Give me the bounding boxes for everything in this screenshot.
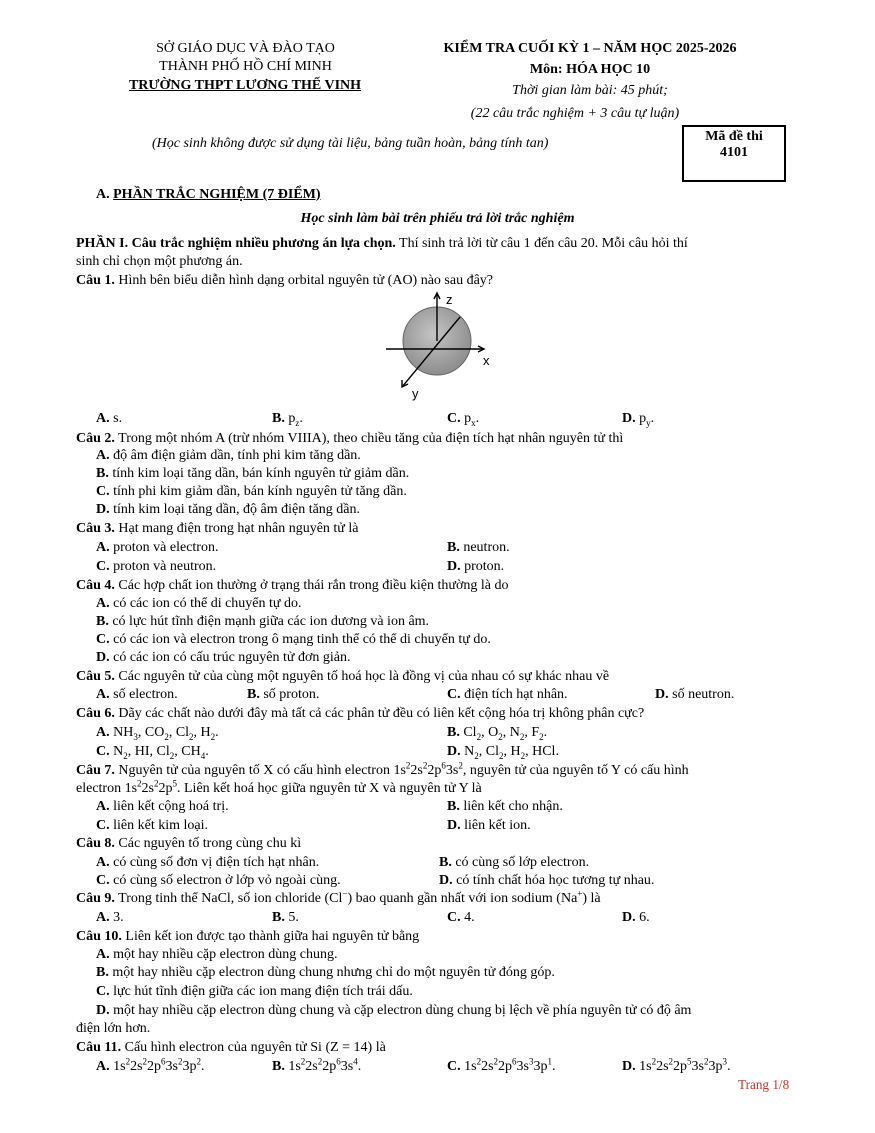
subscript: x (471, 417, 476, 428)
option-label: C. (96, 818, 110, 833)
exam-code-label: Mã đề thi (705, 129, 763, 144)
section-a-title: PHẦN TRẮC NGHIỆM (7 ĐIỂM) (113, 187, 321, 202)
department-line-1: SỞ GIÁO DỤC VÀ ĐÀO TẠO (156, 41, 335, 56)
question-3 (76, 521, 359, 537)
option-label: B. (272, 910, 285, 925)
q10-option-a (96, 947, 337, 963)
question-5 (76, 669, 609, 685)
q7-option-a (96, 799, 229, 815)
option-label: B. (447, 799, 460, 814)
q3-option-d (447, 559, 504, 575)
question-text-mid: ) bao quanh gần nhất với ion sodium (Na (347, 891, 578, 906)
exam-title: KIỂM TRA CUỐI KỲ 1 – NĂM HỌC 2025-2026 (443, 41, 737, 56)
option-text: tính phi kim giảm dần, bán kính nguyên tử tăng dần. (113, 484, 407, 499)
option-label: D. (439, 873, 453, 888)
q8-option-d (439, 873, 654, 889)
option-text: có tính chất hóa học tương tự nhau. (456, 873, 655, 888)
exam-subject: Môn: HÓA HỌC 10 (529, 62, 651, 77)
option-text: có lực hút tĩnh điện mạnh giữa các ion dương và ion âm. (112, 614, 430, 629)
q10-option-d (96, 1003, 691, 1019)
option-label: B. (447, 725, 460, 740)
question-9: Câu 9. Trong tinh thể NaCl, số ion chloride (Cl−) bao quanh gần nhất với ion sodium (Na+) là (76, 888, 601, 906)
question-text: Liên kết ion được tạo thành giữa hai nguyên tử bằng (121, 929, 420, 944)
option-label: D. (96, 502, 110, 517)
option-label: D. (655, 687, 669, 702)
exam-code-box (682, 125, 786, 182)
q11-option-b: B. $1s^22s^22p^63s^4$. (272, 1056, 362, 1074)
option-text: tính kim loại tăng dần, độ âm điện tăng dần. (113, 502, 361, 517)
question-label: Câu 11. (76, 1040, 122, 1055)
question-text: Các nguyên tố trong cùng chu kì (114, 836, 302, 851)
option-label: D. (96, 650, 110, 665)
option-text: p (288, 411, 296, 426)
question-text: Trong tinh thể NaCl, số ion chloride (Cl (114, 891, 343, 906)
option-text: 3. (113, 910, 124, 925)
question-label: Câu 2. (76, 431, 115, 446)
q4-option-d (96, 650, 350, 666)
section-a-instruction: Học sinh làm bài trên phiếu trả lời trắc nghiệm (300, 211, 575, 226)
q9-option-d (622, 910, 650, 926)
y-axis-label: y (412, 386, 419, 401)
question-label: Câu 3. (76, 521, 115, 536)
orbital-figure (380, 290, 505, 402)
question-text: Cấu hình electron của nguyên tử Si (Z = 14) là (121, 1040, 386, 1055)
option-label: C. (447, 687, 461, 702)
option-label: B. (96, 614, 109, 629)
option-label: B. (447, 540, 460, 555)
q8-option-c (96, 873, 341, 889)
q10-option-d-cont: điện lớn hơn. (76, 1021, 151, 1036)
question-7: Câu 7. Nguyên tử của nguyên tố X có cấu hình electron $1s^22s^22p^63s^2$, nguyên tử của nguyên tố Y có cấu hình (76, 760, 689, 778)
q3-option-a (96, 540, 218, 556)
question-10 (76, 929, 419, 945)
subscript: y (646, 417, 651, 428)
option-text: liên kết kim loại. (113, 818, 208, 833)
question-6 (76, 706, 644, 722)
option-label: A. (96, 448, 110, 463)
option-text: liên kết cho nhận. (463, 799, 563, 814)
q9-option-c (447, 910, 475, 926)
q4-option-c (96, 632, 491, 648)
option-label: C. (96, 984, 110, 999)
option-text: số neutron. (672, 687, 735, 702)
exam-composition: (22 câu trắc nghiệm + 3 câu tự luận) (470, 106, 680, 121)
question-text: Các nguyên tử của cùng một nguyên tố hoá học là đồng vị của nhau có sự khác nhau về (114, 669, 610, 684)
question-text: Hình bên biểu diễn hình dạng orbital nguyên tử (AO) nào sau đây? (114, 273, 494, 288)
option-label: C. (447, 1059, 461, 1074)
option-label: D. (622, 910, 636, 925)
question-label: Câu 10. (76, 929, 122, 944)
option-text: proton và electron. (113, 540, 219, 555)
q6-option-a: A. $NH_3$, $CO_2$, $Cl_2$, $H_2$. (96, 725, 219, 742)
option-text: 6. (639, 910, 650, 925)
question-text: Các hợp chất ion thường ở trạng thái rắn trong điều kiện thường là do (114, 578, 509, 593)
part1-title: PHẦN I. Câu trắc nghiệm nhiều phương án lựa chọn. (76, 236, 396, 251)
option-label: C. (96, 559, 110, 574)
option-text: điện tích hạt nhân. (464, 687, 568, 702)
option-text: proton và neutron. (113, 559, 217, 574)
option-label: C. (96, 632, 110, 647)
option-text: p (464, 411, 472, 426)
option-label: C. (447, 910, 461, 925)
question-label: Câu 1. (76, 273, 115, 288)
q1-option-b: B. $p_z$. (272, 411, 303, 428)
question-1 (76, 273, 493, 289)
z-axis-label: z (446, 292, 453, 307)
option-text: 4. (464, 910, 475, 925)
x-axis-label: x (483, 353, 490, 368)
question-label: Câu 9. (76, 891, 115, 906)
exam-notice: (Học sinh không được sử dụng tài liệu, bảng tuần hoàn, bảng tính tan) (152, 136, 549, 151)
question-label: Câu 6. (76, 706, 115, 721)
option-label: A. (96, 947, 110, 962)
question-label: Câu 7. (76, 763, 115, 778)
option-label: D. (622, 411, 636, 426)
option-text: một hay nhiều cặp electron dùng chung. (113, 947, 338, 962)
q2-option-b (96, 466, 409, 482)
q5-option-c (447, 687, 568, 703)
option-text: có các ion và electron trong ô mạng tinh thể có thể di chuyển tự do. (113, 632, 491, 647)
option-label: D. (447, 744, 461, 759)
q6-option-c: C. $N_2$, HI, $Cl_2$, $CH_4$. (96, 744, 209, 761)
question-4 (76, 578, 508, 594)
q4-option-b (96, 614, 429, 630)
q9-option-b (272, 910, 299, 926)
q2-option-c (96, 484, 407, 500)
part1-line2: sinh chỉ chọn một phương án. (76, 254, 243, 269)
option-label: A. (96, 855, 110, 870)
q4-option-a (96, 596, 301, 612)
option-text: có cùng số electron ở lớp vỏ ngoài cùng. (113, 873, 341, 888)
option-text: có các ion có thể di chuyển tự do. (113, 596, 302, 611)
question-text: electron (76, 781, 125, 796)
question-text: Trong một nhóm A (trừ nhóm VIIIA), theo chiều tăng của điện tích hạt nhân nguyên tử thì (114, 431, 624, 446)
option-label: B. (272, 411, 285, 426)
q11-option-d: D. $1s^22s^22p^53s^23p^3$. (622, 1056, 731, 1074)
option-label: C. (96, 484, 110, 499)
option-text: một hay nhiều cặp electron dùng chung và cặp electron dùng chung bị lệch về phía nguyên tử có độ âm (113, 1003, 692, 1018)
option-text: 5. (288, 910, 299, 925)
option-label: D. (447, 818, 461, 833)
option-text: có cùng số đơn vị điện tích hạt nhân. (113, 855, 320, 870)
option-text: có các ion có cấu trúc nguyên tử đơn giản. (113, 650, 351, 665)
q1-option-a (96, 411, 122, 427)
option-label: A. (96, 411, 110, 426)
option-text: một hay nhiều cặp electron dùng chung nhưng chỉ do một nguyên tử đóng góp. (112, 965, 555, 980)
option-text: độ âm điện giảm dần, tính phi kim tăng dần. (113, 448, 361, 463)
question-label: Câu 4. (76, 578, 115, 593)
option-text: neutron. (463, 540, 510, 555)
option-label: C. (447, 411, 461, 426)
question-text: Hạt mang điện trong hạt nhân nguyên tử là (114, 521, 359, 536)
part1-line1 (76, 236, 688, 252)
q7-option-c (96, 818, 208, 834)
q6-option-d: D. $N_2$, $Cl_2$, $H_2$, HCl. (447, 744, 559, 761)
option-label: D. (96, 1003, 110, 1018)
exam-duration: Thời gian làm bài: 45 phút; (512, 83, 668, 98)
question-7-line2: electron $1s^22s^22p^5$. Liên kết hoá học giữa nguyên tử X và nguyên tử Y là (76, 778, 482, 796)
question-text-cont: , nguyên tử của nguyên tố Y có cấu hình (462, 763, 689, 778)
option-label: B. (247, 687, 260, 702)
question-8 (76, 836, 301, 852)
q6-option-b: B. $Cl_2$, $O_2$, $N_2$, $F_2$. (447, 725, 548, 742)
q2-option-a (96, 448, 361, 464)
q8-option-a (96, 855, 319, 871)
option-label: B. (96, 466, 109, 481)
option-text: lực hút tĩnh điện giữa các ion mang điện tích trái dấu. (113, 984, 413, 999)
option-text: liên kết ion. (464, 818, 531, 833)
question-text-cont: ) là (582, 891, 601, 906)
q5-option-b (247, 687, 319, 703)
option-text: p (639, 411, 647, 426)
option-text: tính kim loại tăng dần, bán kính nguyên tử giảm dần. (112, 466, 410, 481)
option-text: proton. (464, 559, 505, 574)
question-label: Câu 8. (76, 836, 115, 851)
q8-option-b (439, 855, 589, 871)
option-label: A. (96, 910, 110, 925)
q1-option-c: C. $p_x$. (447, 411, 480, 428)
section-a-heading (96, 187, 321, 203)
question-11 (76, 1040, 386, 1056)
option-label: A. (96, 687, 110, 702)
question-text: Nguyên tử của nguyên tố X có cấu hình electron (114, 763, 394, 778)
question-label: Câu 5. (76, 669, 115, 684)
q7-option-b (447, 799, 563, 815)
option-label: A. (96, 540, 110, 555)
option-label: A. (96, 596, 110, 611)
q11-option-a: A. $1s^22s^22p^63s^23p^2$. (96, 1056, 205, 1074)
question-text: Dãy các chất nào dưới đây mà tất cả các phân tử đều có liên kết cộng hóa trị không phân cực? (114, 706, 645, 721)
option-label: C. (96, 873, 110, 888)
option-text: có cùng số lớp electron. (455, 855, 590, 870)
option-label: B. (439, 855, 452, 870)
q7-option-d (447, 818, 531, 834)
q3-option-c (96, 559, 216, 575)
q3-option-b (447, 540, 510, 556)
department-line-2: THÀNH PHỐ HỒ CHÍ MINH (159, 59, 332, 74)
option-label: A. (96, 1059, 110, 1074)
option-label: A. (96, 799, 110, 814)
option-text: liên kết cộng hoá trị. (113, 799, 229, 814)
q5-option-d (655, 687, 734, 703)
option-label: B. (96, 965, 109, 980)
option-text: số electron. (113, 687, 178, 702)
question-text-cont: . Liên kết hoá học giữa nguyên tử X và nguyên tử Y là (177, 781, 482, 796)
q9-option-a (96, 910, 124, 926)
q1-option-d: D. $p_y$. (622, 411, 655, 428)
option-label: B. (272, 1059, 285, 1074)
part1-desc: Thí sinh trả lời từ câu 1 đến câu 20. Mỗi câu hỏi thí (395, 236, 688, 251)
school-name: TRƯỜNG THPT LƯƠNG THẾ VINH (128, 78, 362, 93)
subscript: z (295, 417, 300, 428)
q11-option-c: C. $1s^22s^22p^63s^33p^1$. (447, 1056, 556, 1074)
question-2 (76, 431, 623, 447)
option-label: A. (96, 725, 110, 740)
q2-option-d (96, 502, 360, 518)
option-label: D. (447, 559, 461, 574)
exam-code-value: 4101 (720, 145, 748, 160)
page-number: Trang 1/8 (738, 1077, 790, 1092)
option-label: C. (96, 744, 110, 759)
q10-option-c (96, 984, 413, 1000)
section-a-prefix: A. (96, 187, 114, 202)
option-text: số proton. (263, 687, 320, 702)
option-text: s. (113, 411, 123, 426)
option-label: D. (622, 1059, 636, 1074)
q10-option-b (96, 965, 555, 981)
q5-option-a (96, 687, 178, 703)
